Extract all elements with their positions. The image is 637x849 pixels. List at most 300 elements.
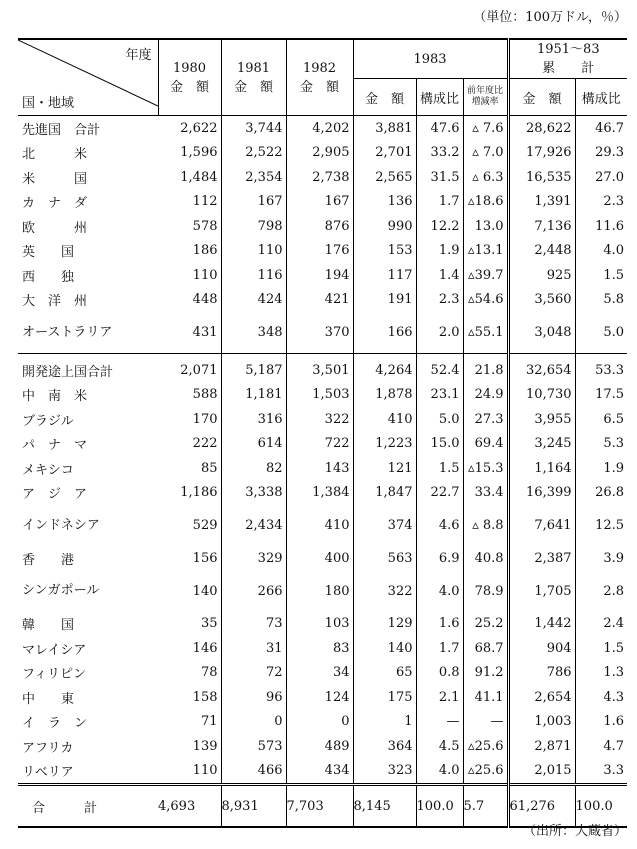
table-cell: 222 <box>192 436 218 452</box>
table-cell: 990 <box>353 214 416 239</box>
table-cell: 73 <box>221 612 286 637</box>
table-cell: 32,654 <box>508 354 575 383</box>
table-cell: 3,338 <box>221 481 286 506</box>
table-cell: 23.1 <box>416 383 463 408</box>
cumulative-header <box>508 39 627 79</box>
total-label: 合 計 <box>18 785 158 828</box>
table-cell: 1,003 <box>508 710 575 735</box>
table-cell: 1,181 <box>221 383 286 408</box>
year-1983-header: 1983 <box>353 39 508 79</box>
table-cell: 2,905 <box>286 141 353 166</box>
table-cell: 2.3 <box>575 190 627 215</box>
table-cell: 28,622 <box>508 116 575 141</box>
col-cum-amount: 金 額 <box>508 79 575 116</box>
year-1982-header <box>286 39 353 116</box>
col-share-1983: 構成比 <box>416 79 463 116</box>
table-row <box>18 165 627 190</box>
table-cell: 2,738 <box>286 165 353 190</box>
table-cell: 1,596 <box>180 145 218 161</box>
cumulative-bottom: 累 計 <box>542 61 595 76</box>
table-cell: 1,442 <box>508 612 575 637</box>
table-cell: 194 <box>286 263 353 288</box>
table-cell: 2,701 <box>353 141 416 166</box>
table-cell: 124 <box>286 685 353 710</box>
table-cell: 0 <box>221 710 286 735</box>
row-label <box>18 661 158 686</box>
table-cell: 2,622 <box>180 120 218 136</box>
table-cell: 400 <box>286 546 353 571</box>
row-label-text: 米 国 <box>22 171 88 187</box>
table-cell: ▵55.1 <box>463 312 508 354</box>
row-label <box>18 288 158 313</box>
table-cell: 316 <box>221 407 286 432</box>
table-cell: 1,878 <box>353 383 416 408</box>
row-label-text: ア ジ ア <box>22 487 88 503</box>
table-cell: 2.0 <box>416 312 463 354</box>
table-cell: 876 <box>286 214 353 239</box>
amount-label: 金 額 <box>169 79 209 95</box>
table-row <box>18 141 627 166</box>
table-cell: ▵54.6 <box>463 288 508 313</box>
table-cell: 34 <box>286 661 353 686</box>
table-cell: 21.8 <box>463 354 508 383</box>
table-row <box>18 190 627 215</box>
table-cell: 786 <box>508 661 575 686</box>
table-cell: 4.5 <box>416 734 463 759</box>
table-cell: 22.7 <box>416 481 463 506</box>
table-cell: 374 <box>353 505 416 546</box>
table-cell: 153 <box>353 239 416 264</box>
table-cell: ▵25.6 <box>463 734 508 759</box>
row-label-text: 中 東 <box>22 691 75 707</box>
table-cell: 15.0 <box>416 432 463 457</box>
table-cell: 136 <box>353 190 416 215</box>
table-cell: 3,048 <box>508 312 575 354</box>
table-row <box>18 116 627 141</box>
col-amount-1983: 金 額 <box>353 79 416 116</box>
table-cell: 1,384 <box>286 481 353 506</box>
row-label-text: シンガポール <box>22 583 100 598</box>
table-cell: ▵18.6 <box>463 190 508 215</box>
table-cell: ▵ 7.6 <box>463 116 508 141</box>
year-1980-header <box>158 39 221 116</box>
row-label <box>18 456 158 481</box>
table-cell: 100.0 <box>575 785 627 828</box>
table-cell: 52.4 <box>416 354 463 383</box>
row-label <box>18 759 158 785</box>
row-label <box>18 354 158 383</box>
table-cell: 116 <box>221 263 286 288</box>
table-cell: 3,560 <box>508 288 575 313</box>
corner-region-label: 国・地域 <box>22 96 75 111</box>
table-cell: 4,202 <box>286 116 353 141</box>
table-cell: 1.4 <box>416 263 463 288</box>
table-cell: 1.5 <box>416 456 463 481</box>
col-cum-share: 構成比 <box>575 79 627 116</box>
table-cell: 1.7 <box>416 190 463 215</box>
table-row <box>18 407 627 432</box>
table-cell: 2.8 <box>575 571 627 612</box>
table-cell: 1,186 <box>180 485 218 501</box>
table-cell: 12.5 <box>575 505 627 546</box>
table-cell: 1.7 <box>416 636 463 661</box>
row-label-text: 西 独 <box>22 269 75 285</box>
table-cell: — <box>416 710 463 735</box>
row-label-text: アフリカ <box>22 740 74 756</box>
row-label-text: フィリピン <box>22 667 86 683</box>
table-cell: 3,501 <box>286 354 353 383</box>
table-cell: 3,245 <box>508 432 575 457</box>
table-cell: 2.1 <box>416 685 463 710</box>
table-cell: 1,705 <box>508 571 575 612</box>
table-cell: 17.5 <box>575 383 627 408</box>
table-cell: 722 <box>286 432 353 457</box>
amount-label: 金 額 <box>299 79 339 95</box>
amount-label: 金 額 <box>233 79 273 95</box>
row-label-text: ブラジル <box>22 413 74 429</box>
year-1981-header <box>221 39 286 116</box>
table-cell: 2,387 <box>508 546 575 571</box>
row-label <box>18 312 158 354</box>
table-cell: 7,703 <box>286 785 353 828</box>
row-label <box>18 141 158 166</box>
table-cell: 5,187 <box>221 354 286 383</box>
row-label <box>18 190 158 215</box>
table-cell: 424 <box>221 288 286 313</box>
year-label: 1982 <box>302 60 337 76</box>
table-cell: 2,354 <box>221 165 286 190</box>
table-cell: 4,693 <box>158 785 221 828</box>
row-label-text: 大 洋 州 <box>22 294 88 310</box>
table-cell: 2,434 <box>221 505 286 546</box>
table-row <box>18 456 627 481</box>
source-note: （出所：大蔵省） <box>522 824 627 839</box>
table-cell: 0.8 <box>416 661 463 686</box>
row-label-text: マレイシア <box>22 642 87 658</box>
table-row <box>18 734 627 759</box>
table-cell: 529 <box>192 518 218 533</box>
table-cell: 1,164 <box>508 456 575 481</box>
table-cell: 167 <box>221 190 286 215</box>
row-label <box>18 505 158 546</box>
table-cell: 329 <box>221 546 286 571</box>
table-cell: 129 <box>353 612 416 637</box>
table-cell: 139 <box>192 738 218 754</box>
table-cell: 61,276 <box>508 785 575 828</box>
table-row <box>18 312 627 354</box>
table-cell: 29.3 <box>575 141 627 166</box>
unit-note: （単位：100万ドル，％） <box>473 10 627 25</box>
table-cell: 25.2 <box>463 612 508 637</box>
table-cell: 82 <box>221 456 286 481</box>
table-cell: 146 <box>192 640 218 656</box>
table-cell: 11.6 <box>575 214 627 239</box>
row-label-text: 欧 州 <box>22 220 88 236</box>
table-cell: — <box>463 710 508 735</box>
table-cell: 13.0 <box>463 214 508 239</box>
table-cell: 140 <box>192 583 218 599</box>
table-cell: 6.5 <box>575 407 627 432</box>
row-label-text: イ ラ ン <box>22 716 88 732</box>
table-cell: 266 <box>221 571 286 612</box>
table-cell: 78 <box>200 665 218 681</box>
table-cell: 16,535 <box>508 165 575 190</box>
table-cell: 27.0 <box>575 165 627 190</box>
row-label-text: オーストラリア <box>22 324 113 340</box>
table-cell: 170 <box>192 411 218 427</box>
row-label <box>18 571 158 612</box>
row-label-text: 香 港 <box>22 552 75 568</box>
table-cell: 4.3 <box>575 685 627 710</box>
table-cell: 71 <box>200 714 218 730</box>
table-cell: 72 <box>221 661 286 686</box>
table-cell: 176 <box>286 239 353 264</box>
table-cell: ▵ 8.8 <box>463 505 508 546</box>
table-cell: 322 <box>286 407 353 432</box>
table-cell: 588 <box>192 387 218 403</box>
table-cell: 112 <box>192 194 218 210</box>
row-label-text: 北 米 <box>22 147 88 163</box>
table-row <box>18 685 627 710</box>
table-cell: 3,744 <box>221 116 286 141</box>
row-label-text: 先進国 合計 <box>22 122 101 138</box>
row-label <box>18 432 158 457</box>
table-cell: 117 <box>353 263 416 288</box>
row-label <box>18 407 158 432</box>
row-label <box>18 239 158 264</box>
table-row <box>18 432 627 457</box>
year-label: 1981 <box>236 60 271 76</box>
table-row <box>18 214 627 239</box>
table-row <box>18 661 627 686</box>
table-cell: 3.9 <box>575 546 627 571</box>
row-label-text: リベリア <box>22 765 74 781</box>
row-label-text: インドネシア <box>22 517 100 533</box>
table-cell: 5.0 <box>575 312 627 354</box>
table-cell: 4.0 <box>575 239 627 264</box>
row-label-text: 韓 国 <box>22 618 75 634</box>
table-cell: 2,871 <box>508 734 575 759</box>
corner-year-label: 年度 <box>125 48 152 63</box>
table-cell: 323 <box>353 759 416 785</box>
row-label <box>18 263 158 288</box>
table-cell: 364 <box>353 734 416 759</box>
table-cell: 7,641 <box>508 505 575 546</box>
table-cell: 4.6 <box>416 505 463 546</box>
table-cell: 16,399 <box>508 481 575 506</box>
col-change-1983 <box>463 79 508 116</box>
table-cell: 5.0 <box>416 407 463 432</box>
table-row <box>18 546 627 571</box>
table-cell: 1,484 <box>180 169 218 185</box>
table-cell: 8,931 <box>221 785 286 828</box>
table-cell: 0 <box>286 710 353 735</box>
row-label <box>18 383 158 408</box>
table-row <box>18 263 627 288</box>
table-row <box>18 505 627 546</box>
table-cell: 1.9 <box>575 456 627 481</box>
table-cell: 8,145 <box>353 785 416 828</box>
table-cell: 2.4 <box>575 612 627 637</box>
table-cell: 1.6 <box>575 710 627 735</box>
row-label <box>18 546 158 571</box>
change-bottom: 増減率 <box>471 97 499 107</box>
table-body <box>18 116 627 785</box>
table-row <box>18 636 627 661</box>
table-row <box>18 239 627 264</box>
table-cell: 35 <box>200 616 218 632</box>
table-cell: 322 <box>353 571 416 612</box>
table-cell: 17,926 <box>508 141 575 166</box>
table-cell: 798 <box>221 214 286 239</box>
table-cell: 27.3 <box>463 407 508 432</box>
row-label-text: パ ナ マ <box>22 438 88 454</box>
table-cell: 143 <box>286 456 353 481</box>
table-row <box>18 710 627 735</box>
table-cell: 31.5 <box>416 165 463 190</box>
table-cell: 3,955 <box>508 407 575 432</box>
table-cell: 100.0 <box>416 785 463 828</box>
row-label <box>18 165 158 190</box>
table-cell: 3.3 <box>575 759 627 785</box>
table-cell: 33.2 <box>416 141 463 166</box>
table-cell: 12.2 <box>416 214 463 239</box>
table-row <box>18 612 627 637</box>
table-cell: ▵ 6.3 <box>463 165 508 190</box>
table-cell: 140 <box>353 636 416 661</box>
table-cell: 47.6 <box>416 116 463 141</box>
table-cell: 1.3 <box>575 661 627 686</box>
table-cell: 166 <box>353 312 416 354</box>
table-cell: 410 <box>353 407 416 432</box>
table-cell: 1.9 <box>416 239 463 264</box>
table-cell: 53.3 <box>575 354 627 383</box>
table-cell: 1.5 <box>575 263 627 288</box>
table-cell: 448 <box>192 292 218 308</box>
table-cell: 2,071 <box>180 362 218 378</box>
row-label <box>18 612 158 637</box>
table-cell: 1,503 <box>286 383 353 408</box>
table-cell: 65 <box>353 661 416 686</box>
row-label <box>18 710 158 735</box>
table-cell: 4.0 <box>416 571 463 612</box>
table-cell: 3,881 <box>353 116 416 141</box>
table-cell: 410 <box>286 505 353 546</box>
table-cell: 563 <box>353 546 416 571</box>
table-cell: 167 <box>286 190 353 215</box>
table-cell: 7,136 <box>508 214 575 239</box>
investment-table <box>18 38 627 828</box>
table-cell: ▵ 7.0 <box>463 141 508 166</box>
row-label-text: カ ナ ダ <box>22 196 88 212</box>
table-cell: 573 <box>221 734 286 759</box>
table-row <box>18 481 627 506</box>
table-row <box>18 383 627 408</box>
table-cell: 40.8 <box>463 546 508 571</box>
row-label <box>18 636 158 661</box>
table-cell: 85 <box>200 460 218 476</box>
table-cell: 24.9 <box>463 383 508 408</box>
table-cell: 2,448 <box>508 239 575 264</box>
table-cell: ▵39.7 <box>463 263 508 288</box>
table-cell: 191 <box>353 288 416 313</box>
table-cell: 2,654 <box>508 685 575 710</box>
table-cell: 41.1 <box>463 685 508 710</box>
row-label <box>18 116 158 141</box>
table-cell: 31 <box>221 636 286 661</box>
cumulative-top: 1951～83 <box>536 42 600 57</box>
table-cell: 2.3 <box>416 288 463 313</box>
table-cell: 2,015 <box>508 759 575 785</box>
table-cell: 4,264 <box>353 354 416 383</box>
table-cell: 68.7 <box>463 636 508 661</box>
change-top: 前年度比 <box>467 86 504 96</box>
table-cell: 925 <box>508 263 575 288</box>
row-label <box>18 734 158 759</box>
table-cell: 156 <box>192 550 218 566</box>
table-cell: 4.7 <box>575 734 627 759</box>
table-cell: 121 <box>353 456 416 481</box>
table-cell: 2,565 <box>353 165 416 190</box>
table-row <box>18 571 627 612</box>
table-cell: 91.2 <box>463 661 508 686</box>
table-cell: 421 <box>286 288 353 313</box>
table-cell: 904 <box>508 636 575 661</box>
year-label: 1980 <box>172 60 207 76</box>
table-cell: 1,391 <box>508 190 575 215</box>
table-cell: 78.9 <box>463 571 508 612</box>
table-cell: 103 <box>286 612 353 637</box>
row-label <box>18 481 158 506</box>
table-cell: 110 <box>192 267 218 283</box>
row-label-text: メキシコ <box>22 462 74 478</box>
table-cell: ▵25.6 <box>463 759 508 785</box>
row-label <box>18 685 158 710</box>
table-cell: 175 <box>353 685 416 710</box>
table-cell: 83 <box>286 636 353 661</box>
table-cell: 489 <box>286 734 353 759</box>
table-cell: 69.4 <box>463 432 508 457</box>
table-cell: 180 <box>286 571 353 612</box>
table-cell: 5.3 <box>575 432 627 457</box>
table-cell: 578 <box>192 218 218 234</box>
table-cell: 1 <box>353 710 416 735</box>
table-cell: 1,223 <box>353 432 416 457</box>
table-cell: 10,730 <box>508 383 575 408</box>
table-cell: 348 <box>221 312 286 354</box>
table-cell: 186 <box>192 243 218 259</box>
corner-header <box>18 39 158 116</box>
row-label-text: 英 国 <box>22 245 75 261</box>
row-label-text: 開発途上国合計 <box>22 364 114 380</box>
table-cell: ▵15.3 <box>463 456 508 481</box>
table-cell: 614 <box>221 432 286 457</box>
table-cell: 46.7 <box>575 116 627 141</box>
table-cell: 4.0 <box>416 759 463 785</box>
table-cell: 6.9 <box>416 546 463 571</box>
table-cell: ▵13.1 <box>463 239 508 264</box>
table-row <box>18 759 627 785</box>
table-cell: 158 <box>192 689 218 705</box>
table-row <box>18 354 627 383</box>
table-cell: 2,522 <box>221 141 286 166</box>
table-cell: 1,847 <box>353 481 416 506</box>
row-label <box>18 214 158 239</box>
table-cell: 1.6 <box>416 612 463 637</box>
table-cell: 431 <box>158 312 221 354</box>
table-cell: 5.7 <box>463 785 508 828</box>
table-cell: 110 <box>221 239 286 264</box>
